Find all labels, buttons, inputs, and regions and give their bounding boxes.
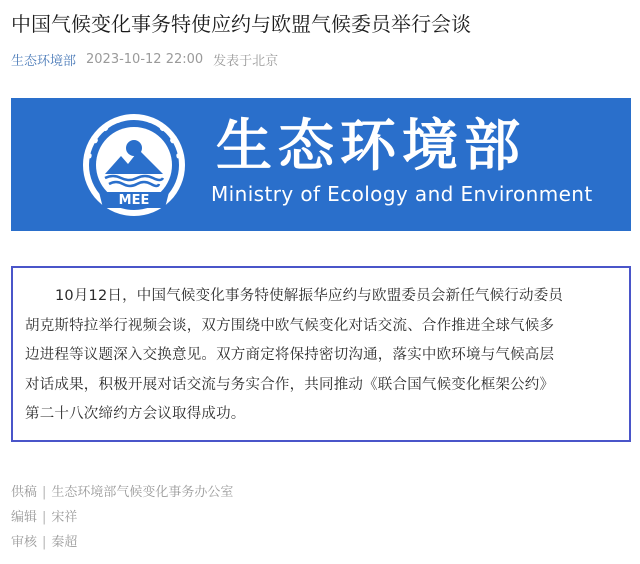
body-line: 第二十八次缔约方会议取得成功。 <box>25 406 246 422</box>
article-body <box>11 266 631 442</box>
banner-title-cn: 生态环境部 <box>216 114 526 179</box>
credit-row-reviewer <box>11 530 233 555</box>
mee-banner-image <box>11 98 631 231</box>
body-line: 对话成果，积极开展对话交流与务实合作，共同推动《联合国气候变化框架公约》 <box>25 376 555 393</box>
article-meta <box>11 50 278 68</box>
publish-location: 发表于北京 <box>213 53 279 69</box>
article-title: 中国气候变化事务特使应约与欧盟气候委员举行会谈 <box>11 12 471 36</box>
credit-label: 供稿 <box>11 484 38 500</box>
article-credits <box>11 480 233 555</box>
source-link[interactable]: 生态环境部 <box>11 53 77 69</box>
body-line: 胡克斯特拉举行视频会谈，双方围绕中欧气候变化对话交流、合作推进全球气候多 <box>25 317 555 334</box>
svg-text:MEE: MEE <box>118 193 150 208</box>
credit-value: 生态环境部气候变化事务办公室 <box>51 484 234 500</box>
credit-label: 审核 <box>11 534 38 550</box>
credit-separator: | <box>42 509 47 525</box>
mee-emblem-icon <box>81 112 187 218</box>
credit-value: 秦超 <box>51 534 78 550</box>
credit-separator: | <box>42 484 47 500</box>
credit-row-editor <box>11 505 233 530</box>
credit-separator: | <box>42 534 47 550</box>
credit-label: 编辑 <box>11 509 38 525</box>
credit-row-contributor <box>11 480 233 505</box>
credit-value: 宋祥 <box>51 509 78 525</box>
body-line: 10月12日，中国气候变化事务特使解振华应约与欧盟委员会新任气候行动委员 <box>55 288 564 304</box>
publish-date: 2023-10-12 22:00 <box>86 51 204 67</box>
body-line: 边进程等议题深入交换意见。双方商定将保持密切沟通，落实中欧环境与气候高层 <box>25 347 555 363</box>
banner-title-en: Ministry of Ecology and Environment <box>211 182 593 206</box>
